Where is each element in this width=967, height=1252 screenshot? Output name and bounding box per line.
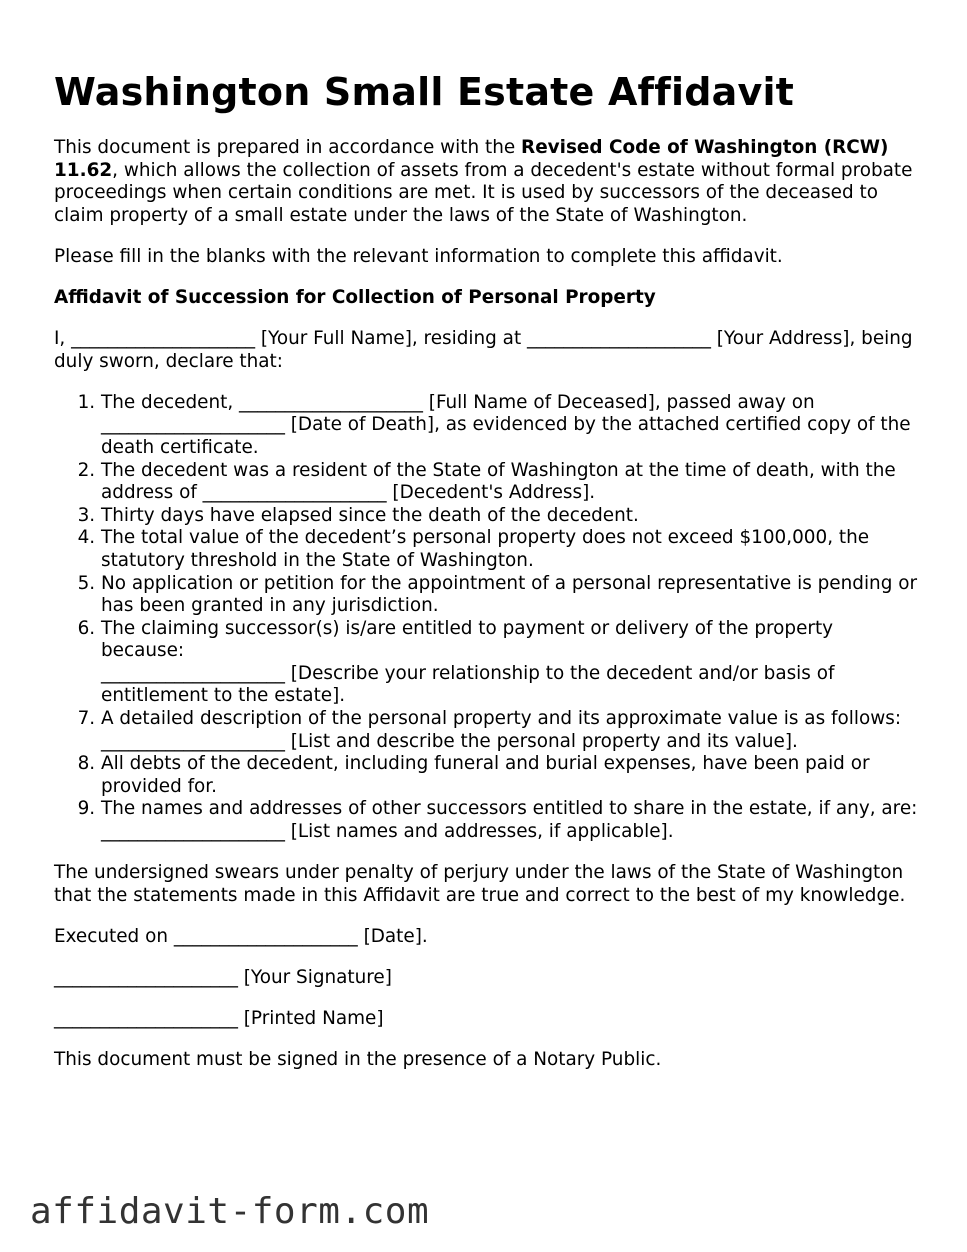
notary-note: This document must be signed in the presence of a Notary Public. bbox=[54, 1049, 662, 1071]
section-heading: Affidavit of Succession for Collection of Personal Property bbox=[54, 286, 656, 308]
intro-text-before: This document is prepared in accordance with the bbox=[54, 137, 522, 158]
document-title: Washington Small Estate Affidavit bbox=[54, 70, 795, 114]
instructions-paragraph: Please fill in the blanks with the relevant information to complete this affidavit. bbox=[54, 245, 783, 267]
affidavit-document bbox=[54, 68, 920, 1090]
intro-text-after: , which allows the collection of assets from a decedent's estate without formal probate proceedings when certain conditions are met. It is used by successors of the deceased to claim property of a small estate under the laws of the State of Washington. bbox=[54, 159, 913, 226]
statement-item-1: 1. The decedent, ____________________ [Full Name of Deceased], passed away on ____________________ [Date of Death], as evidenced by the attached certified copy of the death certificate. bbox=[101, 392, 920, 460]
statement-item-3: 3. Thirty days have elapsed since the death of the decedent. bbox=[101, 505, 920, 528]
statement-item-6-text: The claiming successor(s) is/are entitled to payment or delivery of the property because: bbox=[101, 617, 834, 662]
statement-item-4: 4. The total value of the decedent’s personal property does not exceed $100,000, the statutory threshold in the State of Washington. bbox=[101, 527, 920, 572]
printed-name-line: ____________________ [Printed Name] bbox=[54, 1008, 384, 1029]
statement-item-9 bbox=[101, 798, 920, 843]
statement-item-2: 2. The decedent was a resident of the State of Washington at the time of death, with the address of ____________________ [Decedent's Address]. bbox=[101, 460, 920, 505]
oath-paragraph: The undersigned swears under penalty of perjury under the laws of the State of Washington that the statements made in this Affidavit are true and correct to the best of my knowledge. bbox=[54, 862, 906, 906]
statement-item-7-text: A detailed description of the personal property and its approximate value is as follows: bbox=[101, 708, 902, 730]
statement-item-6-blank: ____________________ [Describe your relationship to the decedent and/or basis of entitlement to the estate]. bbox=[101, 662, 835, 707]
executed-on-line: Executed on ____________________ [Date]. bbox=[54, 925, 428, 947]
site-watermark: affidavit-form.com bbox=[30, 1191, 430, 1232]
rcw-reference: Revised Code of Washington (RCW) 11.62 bbox=[54, 137, 889, 181]
declaration-paragraph: I, ____________________ [Your Full Name], residing at ____________________ [Your Address], being duly sworn, declare that: bbox=[54, 328, 913, 372]
statement-item-5: 5. No application or petition for the appointment of a personal representative is pending or has been granted in any jurisdiction. bbox=[101, 573, 920, 618]
statement-item-9-blank: ____________________ [List names and addresses, if applicable]. bbox=[101, 821, 674, 843]
intro-paragraph bbox=[54, 137, 920, 227]
statement-item-6 bbox=[101, 618, 920, 708]
signature-line: ____________________ [Your Signature] bbox=[54, 966, 392, 988]
statement-item-8: 8. All debts of the decedent, including funeral and burial expenses, have been paid or provided for. bbox=[101, 753, 920, 798]
statement-item-7 bbox=[101, 708, 920, 753]
statement-item-9-text: The names and addresses of other successors entitled to share in the estate, if any, are: bbox=[101, 798, 918, 820]
statement-item-7-blank: ____________________ [List and describe the personal property and its value]. bbox=[101, 730, 798, 752]
affidavit-statements-list bbox=[54, 392, 920, 844]
